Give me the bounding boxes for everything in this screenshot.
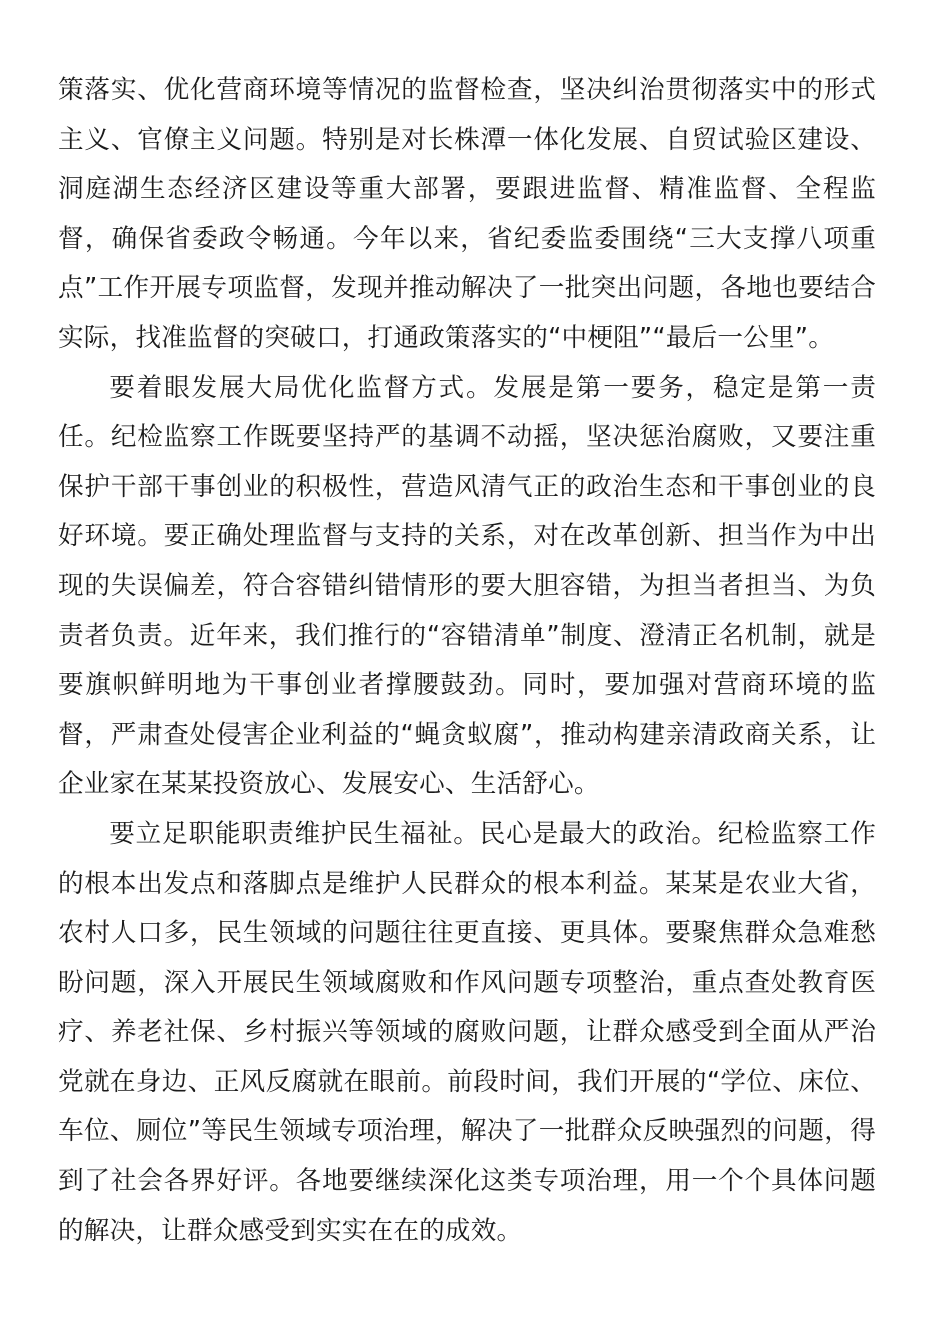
paragraph-2: 要着眼发展大局优化监督方式。发展是第一要务，稳定是第一责任。纪检监察工作既要坚持严的基调不动摇，坚决惩治腐败，又要注重保护干部干事创业的积极性，营造风清气正的政治生态和干事创业的良好环境。要正确处理监督与支持的关系，对在改革创新、担当作为中出现的失误偏差，符合容错纠错情形的要大胆容错，为担当者担当、为负责者负责。近年来，我们推行的“容错清单”制度、澄清正名机制，就是要旗帜鲜明地为干事创业者撑腰鼓劲。同时，要加强对营商环境的监督，严肃查处侵害企业利益的“蝇贪蚁腐”，推动构建亲清政商关系，让企业家在某某投资放心、发展安心、生活舒心。 bbox=[58, 372, 876, 800]
paragraph-3: 要立足职能职责维护民生福祉。民心是最大的政治。纪检监察工作的根本出发点和落脚点是维护人民群众的根本利益。某某是农业大省，农村人口多，民生领域的问题往往更直接、更具体。要聚焦群众急难愁盼问题，深入开展民生领域腐败和作风问题专项整治，重点查处教育医疗、养老社保、乡村振兴等领域的腐败问题，让群众感受到全面从严治党就在身边、正风反腐就在眼前。前段时间，我们开展的“学位、床位、车位、厕位”等民生领域专项治理，解决了一批群众反映强烈的问题，得到了社会各界好评。各地要继续深化这类专项治理，用一个个具体问题的解决，让群众感受到实实在在的成效。 bbox=[58, 818, 876, 1246]
paragraph-1: 策落实、优化营商环境等情况的监督检查，坚决纠治贯彻落实中的形式主义、官僚主义问题。特别是对长株潭一体化发展、自贸试验区建设、洞庭湖生态经济区建设等重大部署，要跟进监督、精准监督、全程监督，确保省委政令畅通。今年以来，省纪委监委围绕“三大支撑八项重点”工作开展专项监督，发现并推动解决了一批突出问题，各地也要结合实际，找准监督的突破口，打通政策落实的“中梗阻”“最后一公里”。 bbox=[58, 75, 876, 353]
body-text bbox=[58, 66, 876, 1256]
